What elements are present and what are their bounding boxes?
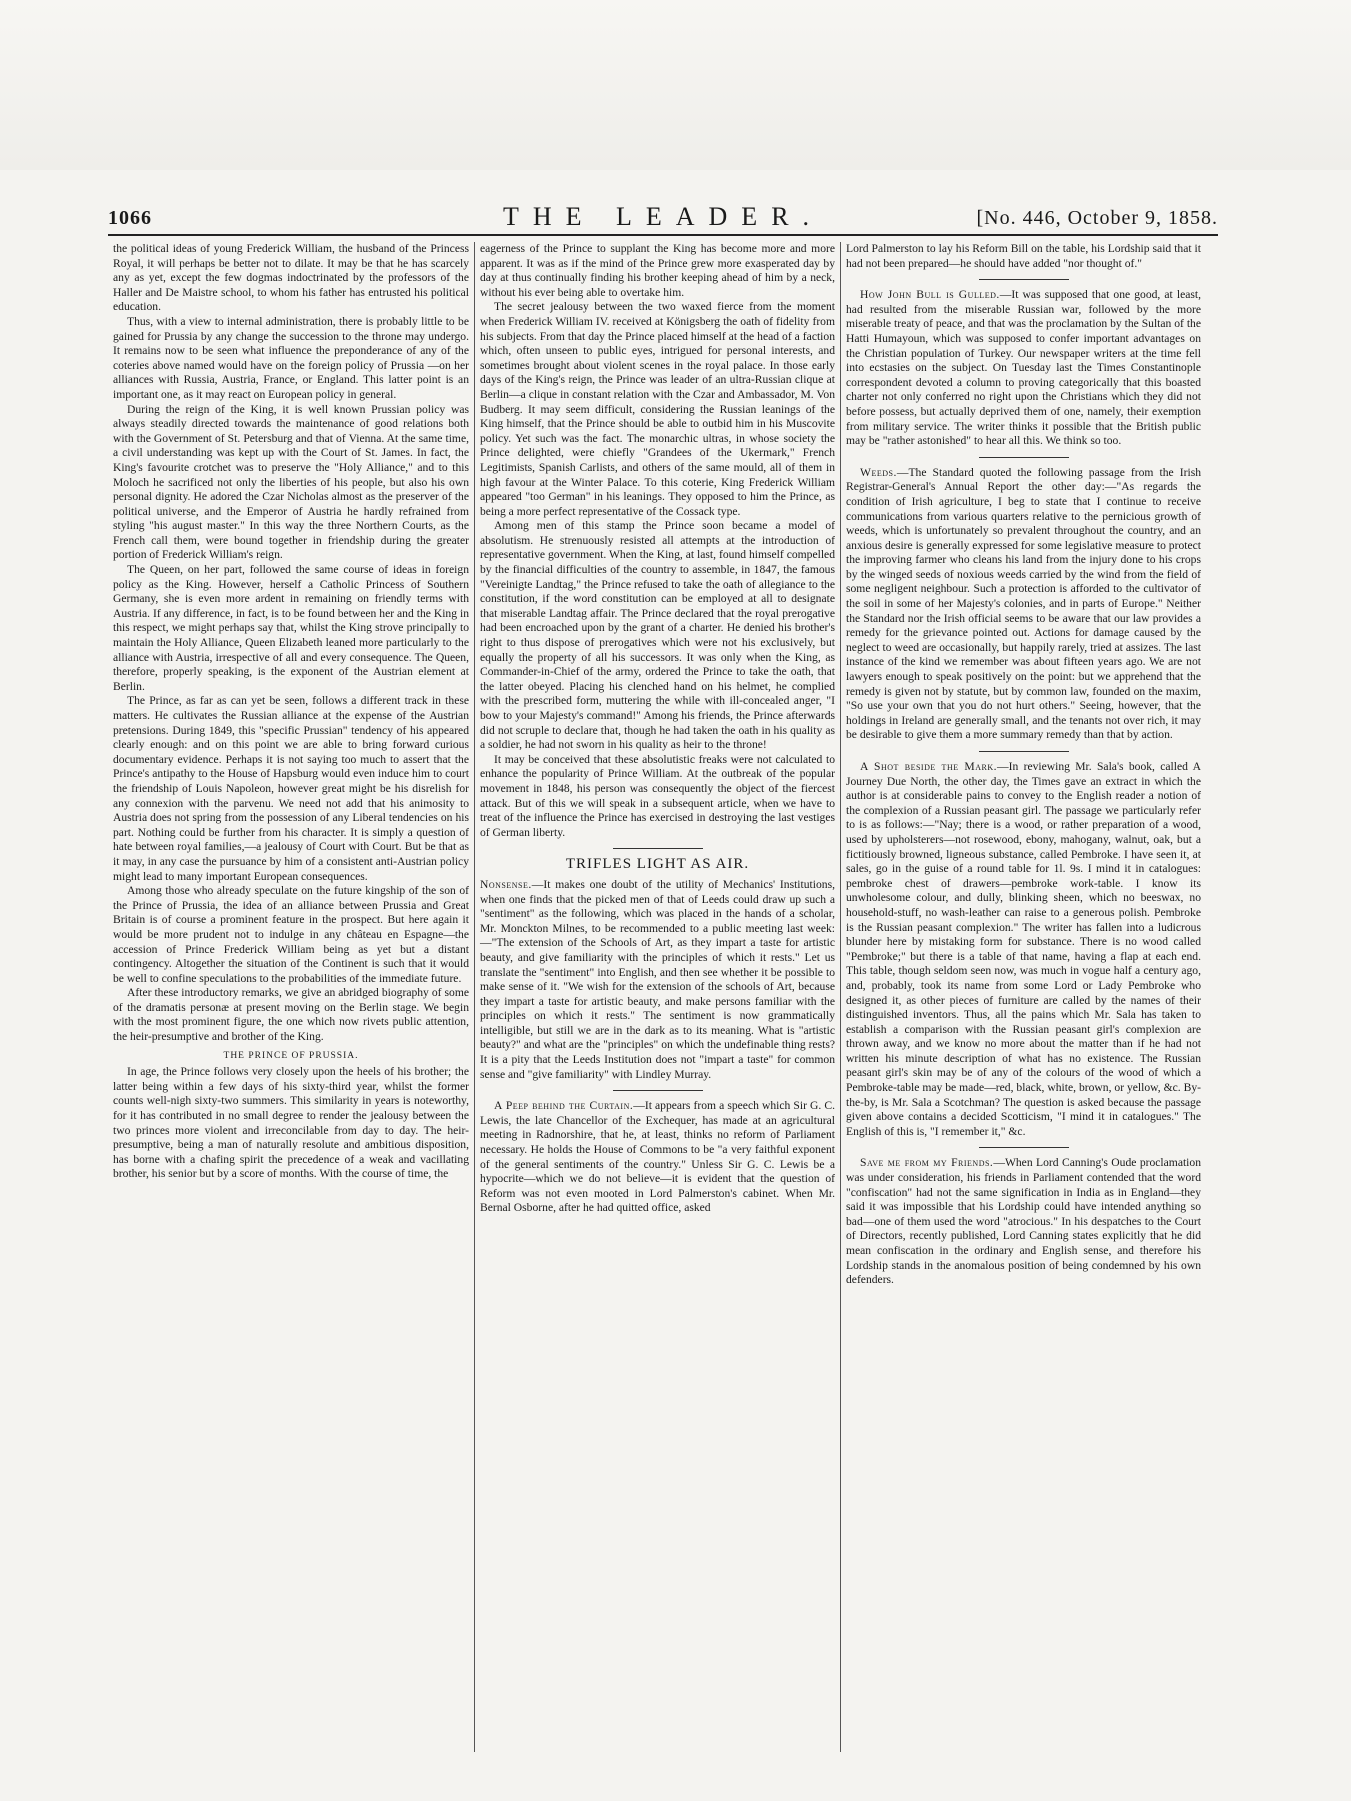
paragraph: Among those who already speculate on the future kingship of the son of the Prince of Prussia, the idea of an alliance between Prussia and Great Britain is of course a prominent feature in the prospect. But here again it would be more prudent not to indulge in any château en Espagne—the accession of Prince Frederick William being as yet but a distant contingency. Altogether the situation of the Continent is such that it would be well to confine speculations to the probabilities of the immediate future. [113,884,469,985]
newspaper-page [108,200,1218,1760]
paragraph: The Prince, as far as can yet be seen, follows a different track in these matters. He cultivates the Russian alliance at the expense of the Austrian pretensions. During 1849, this "specific Prussian" tendency of his appeared clearly enough: and on this point we are able to bring forward curious documentary evidence. Perhaps it is not saying too much to assert that the Prince's antipathy to the House of Hapsburg would even induce him to court the friendship of Louis Napoleon, however great might be his disrelish for any connexion with the parvenu. We need not add that his animosity to Austria does not spring from the possession of any Liberal tendencies on his part. Nothing could be further from his character. It is simply a question of hate between royal families,—a jealousy of Court with Court. But be that as it may, in any case the pursuance by him of a consistent anti-Austrian policy might lead to many important European consequences. [113,694,469,883]
item-weeds [846,466,1201,743]
paragraph: During the reign of the King, it is well known Prussian policy was always steadily directed towards the maintenance of good relations both with the Government of St. Petersburg and that of Vienna. At the same time, a civil understanding was kept up with the Court of St. James. In fact, the King's favourite crotchet was to preserve the "Holy Alliance," and to this Moloch he sacrificed not only the liberties of his people, but also his own personal dignity. He adored the Czar Nicholas almost as the preserver of the political universe, and the Emperor of Austria he hardly refrained from styling "his august master." In this way the three Northern Courts, as the French call them, were bound together in friendship during the greater portion of Frederick William's reign. [113,402,469,562]
item-text: —It appears from a speech which Sir G. C. Lewis, the late Chancellor of the Exchequer, has made at an agricultural meeting in Radnorshire, that he, at least, thinks no reform of Parliament necessary. He holds the House of Commons to be "a very faithful exponent of the general sentiments of the country." Unless Sir G. C. Lewis be a hypocrite—which we do not believe—it is evident that the question of Reform was not even mooted in Lord Palmerston's cabinet. When Mr. Bernal Osborne, after he had quitted office, asked [480,1099,835,1215]
item-peep [480,1099,835,1216]
paragraph: Lord Palmerston to lay his Reform Bill on the table, his Lordship said that it had not been prepared—he should have added "nor thought of." [846,242,1201,270]
item-lead: A Shot beside the Mark. [860,760,998,773]
divider [979,751,1069,752]
divider [613,1090,703,1091]
item-lead: Save me from my Friends. [860,1156,994,1170]
column-3 [840,242,1206,1752]
paragraph: After these introductory remarks, we give an abridged biography of some of the dramatis personæ at present moving on the Berlin stage. We begin with the most prominent figure, the one which now rivets public attention, the heir-presumptive and brother of the King. [113,986,469,1044]
divider [979,279,1069,280]
subheading: THE PRINCE OF PRUSSIA. [223,1050,359,1061]
paragraph: Among men of this stamp the Prince soon became a model of absolutism. He strenuously resisted all attempts at the introduction of representative government. When the King, at last, found himself compelled by the financial difficulties of the country to assemble, in 1847, the famous "Vereinigte Landtag," the Prince refused to take the oath of allegiance to the constitution, if the word constitution can be employed at all to designate that miserable Landtag affair. The Prince declared that the royal prerogative had been encroached upon by the grant of a charter. He denied his brother's right to thus dispose of prerogatives which were not his exclusively, but equally the property of all his successors. It was only when the King, as Commander-in-Chief of the army, ordered the Prince to take the oath, that the latter obeyed. Placing his clenched hand on his helmet, he complied with the prescribed form, muttering the while with ill-concealed anger, "I bow to your Majesty's command!" Among his friends, the Prince afterwards did not scruple to declare that, though he had taken the oath in his quality as a soldier, he had not sworn in his quality as heir to the throne! [480,519,835,752]
paragraph: The Queen, on her part, followed the same course of ideas in foreign policy as the King. However, herself a Catholic Princess of Southern Germany, she is even more ardent in remaining on friendly terms with Austria. If any difference, in fact, is to be found between her and the King in this respect, we might perhaps say that, whilst the King strove principally to maintain the Holy Alliance, Queen Elizabeth leaned more particularly to the alliance with Austria, irrespective of all and every consequence. The Queen, therefore, properly speaking, is the exponent of the Austrian element at Berlin. [113,563,469,693]
item-text: —In reviewing Mr. Sala's book, called A Journey Due North, the other day, the Times gave an extract in which the author is at considerable pains to convey to the English reader a notion of the complexion of a Russian peasant girl. The passage we particularly refer to is as follows:—"Nay; there is a wood, or rather preparation of a wood, used by upholsterers—not rosewood, ebony, mahogany, walnut, oak, but a fictitiously browned, ligneous substance, called Pembroke. I have seen it, at sales, go in the guise of a round table for 1l. 9s. I mind it in catalogues: pembroke chest of drawers—pembroke work-table. I know its unwholesome colour, and dully, blinking sheen, which no beeswax, no household-stuff, no wash-leather can raise to a generous polish. Pembroke is the Russian peasant complexion." The writer has fallen into a ludicrous blunder here by mistaking form for substance. There is no wood called "Pembroke;" but there is a table of that name, having a flap at each end. This table, though seldom seen now, was much in vogue half a century ago, and, probably, took its name from some Lord or Lady Pembroke who designed it, as other pieces of furniture are called by the names of their distinguished inventors. Thus, all the pains which Mr. Sala has taken to establish a comparison with the Russian peasant girl's complexion are thrown away, and we know no more about the matter than if he had not written his minute description of what has no existence. The Russian peasant girl's skin may be of any of the colours of the wood of which a Pembroke-table may be made—red, black, white, brown, or yellow, &c. By-the-by, is Mr. Sala a Scotchman? The question is asked because the passage given above contains a decided Scotticism, "I mind it in catalogues." The English of this is, "I remember it," &c. [846,760,1201,1138]
item-text: —The Standard quoted the following passage from the Irish Registrar-General's Annual Report the other day:—"As regards the condition of Irish agriculture, I beg to state that I continue to receive communications from various quarters relative to the pernicious growth of weeds, which is unfortunately so prevalent throughout the country, and an anxious desire is generally expressed for some legislative measure to protect the improving farmer who cleans his land from the injury done to his crops by the winged seeds of noxious weeds carried by the wind from the field of some negligent neighbour. Such a protection is afforded to the cultivator of the soil in some of her Majesty's colonies, and in parts of Europe." Neither the Standard nor the Irish official seems to be aware that our law provides a remedy for the grievance pointed out. Actions for damage caused by the neglect to weed are occasionally, but happily rarely, tried at assizes. The last instance of the kind we remember was about fifteen years ago. We are not lawyers enough to speak positively on the point: but we apprehend that the remedy is given not by statute, but by common law, founded on the maxim, "So use your own that you do not hurt others." Seeing, however, that the holdings in Ireland are generally small, and the tenants not over rich, it may be desirable to give them a more summary remedy than that by action. [846,465,1201,742]
item-text: —It makes one doubt of the utility of Mechanics' Institutions, when one finds that the picked men of that of Leeds could draw up such a "sentiment" as the following, which was placed in the hands of a scholar, Mr. Monckton Milnes, to be recommended to a public meeting last week:—"The extension of the Schools of Art, as they impart a taste for artistic beauty, and give familiarity with the principles of which it rests." Let us translate the "sentiment" into English, and then see whether it be possible to make sense of it. "We wish for the extension of the schools of Art, because they impart a taste for artistic beauty, and make persons familiar with the principles on which it rests." The sentiment is now grammatically intelligible, but still we are in the dark as to its meaning. What is "artistic beauty?" and what are the "principles" on which the undefinable thing rests? It is a pity that the Leeds Institution does not "impart a taste" for common sense and "give familiarity" with Lindley Murray. [480,877,835,1081]
paragraph: eagerness of the Prince to supplant the King has become more and more apparent. It was as if the mind of the Prince grew more exasperated day by day at thus continually finding his brother keeping ahead of him by a neck, without his ever being able to overtake him. [480,242,835,299]
item-nonsense [480,878,835,1082]
column-1 [108,242,474,1752]
issue-info: [No. 446, October 9, 1858. [976,207,1218,229]
page-margin [0,0,1351,170]
paragraph: It may be conceived that these absolutistic freaks were not calculated to enhance the popularity of Prince William. At the outbreak of the popular movement in 1848, his person was consequently the object of the fiercest attack. But of this we will speak in a subsequent article, when we have to treat of the influence the Prince has exercised in destroying the last vestiges of German liberty. [480,752,835,839]
item-lead: Nonsense. [480,877,532,891]
item-john-bull [846,288,1201,449]
item-friends [846,1156,1201,1287]
divider [979,1147,1069,1148]
section-heading: TRIFLES LIGHT AS AIR. [565,856,750,873]
divider [979,457,1069,458]
divider [613,848,703,849]
item-text: —It was supposed that one good, at least, had resulted from the miserable Russian war, followed by the more miserable treaty of peace, and that was the proclamation by the Sultan of the Hatti Humayoun, which was supposed to confer important advantages on the Christian population of Turkey. Our newspaper writers at the time fell into ecstasies on the subject. On Tuesday last the Times Constantinople correspondent devoted a column to proving categorically that this boasted charter not only conferred no right upon the Christians which they did not before possess, but actually deprived them of one, namely, their exemption from military service. The writer thinks it possible that the British public may be "rather astonished" to hear all this. We think so too. [846,288,1201,448]
paragraph: The secret jealousy between the two waxed fierce from the moment when Frederick William IV. received at Königsberg the oath of fidelity from his subjects. From that day the Prince placed himself at the head of a faction which, often unseen to public eyes, intrigued for personal interests, and sometimes brought about violent scenes in the royal palace. In those early days of the King's reign, the Prince was leader of an ultra-Russian clique at Berlin—a clique in constant relation with the Czar and Ambassador, M. Von Budberg. It may seem difficult, considering the Russian leanings of the King himself, that the Prince should be able to outbid him in his Muscovite policy. Yet such was the fact. The monarchic ultras, in whose society the Prince delighted, were chiefly "Grandees of the Ukermark," French Legitimists, Spanish Carlists, and others of the same mould, all of them in high favour at the Winter Palace. To this coterie, King Frederick William appeared "too German" in his leanings. They opposed to him the Prince, as being a more perfect representative of the Cossack type. [480,300,835,518]
item-text: —When Lord Canning's Oude proclamation was under consideration, his friends in Parliament contended that the word "confiscation" had not the same signification in India as in England—they said it was impossible that his Lordship could have intended anything so bad—one of them used the word "atrocious." In his despatches to the Court of Directors, recently published, Lord Canning states explicitly that he did mean confiscation in the ordinary and English sense, and therefore his Lordship stands in the anomalous position of being condemned by his own defenders. [846,1156,1201,1287]
column-2 [474,242,840,1752]
paragraph: the political ideas of young Frederick William, the husband of the Princess Royal, it will perhaps be better not to dilate. It may be that he has scarcely any as yet, except the few dogmas indoctrinated by the professors of the Haller and De Maistre school, to whom his father has entrusted his political education. [113,242,469,314]
item-lead: A Peep behind the Curtain. [494,1099,634,1113]
item-lead: How John Bull is Gulled. [860,288,1000,302]
page-header [108,200,1218,236]
article-columns [108,242,1218,1752]
page-number: 1066 [108,207,152,229]
item-shot [846,760,1201,1139]
item-lead: Weeds. [860,465,897,479]
masthead: THE LEADER. [502,202,824,231]
paragraph: Thus, with a view to internal administration, there is probably little to be gained for Prussia by any change the succession to the throne may undergo. It remains now to be seen what influence the preponderance of any of the coteries above named would have on the foreign policy of Prussia —on her alliances with Russia, Austria, France, or England. This latter point is an important one, as it may react on European policy in general. [113,314,469,401]
paragraph: In age, the Prince follows very closely upon the heels of his brother; the latter being within a few days of his sixty-third year, whilst the former counts well-nigh sixty-two summers. This similarity in years is noteworthy, for it has contributed in no small degree to render the jealousy between the two princes more violent and irreconcilable from day to day. The heir-presumptive, being a man of naturally resolute and ambitious disposition, has borne with a chafing spirit the precedence of a weak and vacillating brother, his senior but by a score of months. With the course of time, the [113,1065,469,1181]
